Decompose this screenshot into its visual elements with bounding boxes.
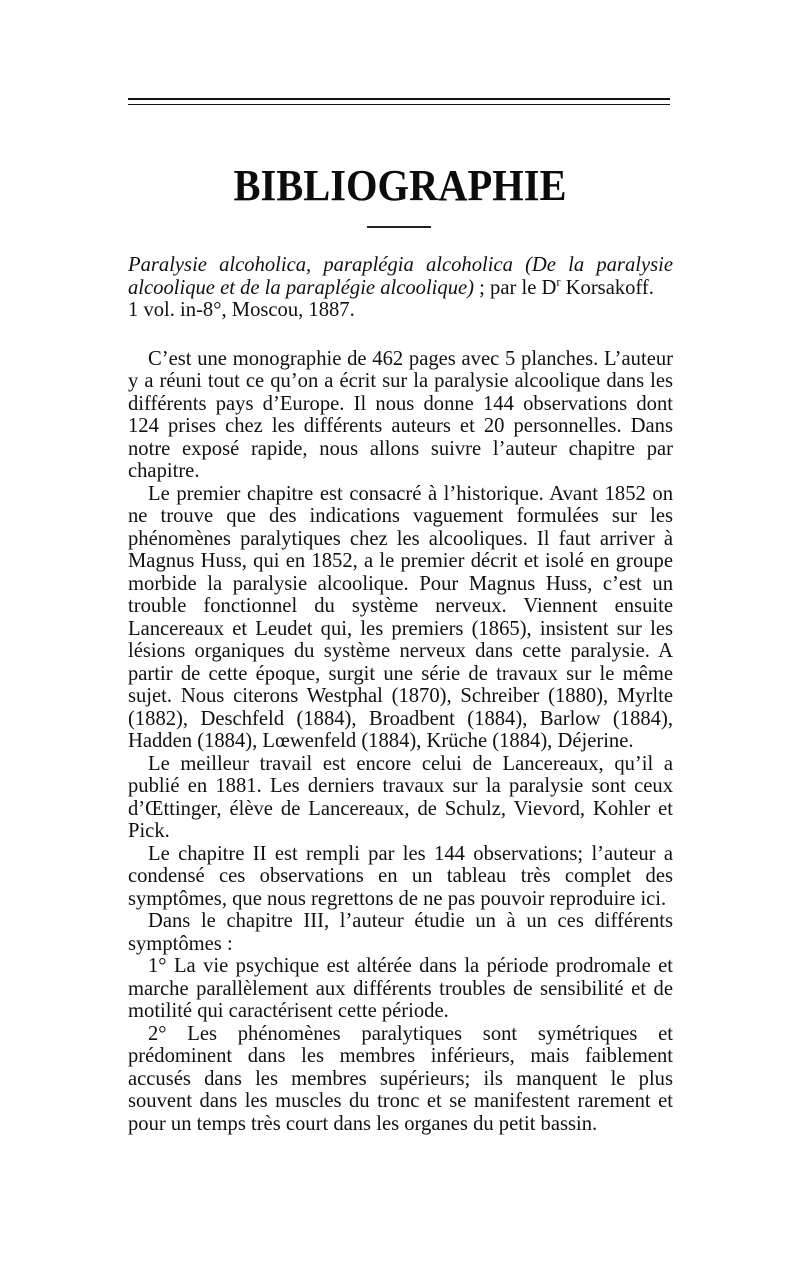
page-title: BIBLIOGRAPHIE <box>233 161 567 210</box>
reference-details: 1 vol. in-8°, Moscou, 1887. <box>128 299 355 321</box>
title-underline <box>367 226 431 228</box>
paragraph-best-work: Le meilleur travail est encore celui de Lancereaux, qu’il a publié en 1881. Les derniers travaux sur la paralysie sont ceux d’Œttinger, élève de Lancereaux, de Schulz, Vievord, Kohler et Pick. <box>128 752 673 842</box>
top-rule-thin <box>128 104 670 105</box>
paragraph-chapter-2: Le chapitre II est rempli par les 144 observations; l’auteur a condensé ces observations en un tableau très complet des symptômes, que nous regrettons de ne pas pouvoir reproduire ici. <box>128 842 673 910</box>
top-rule <box>128 98 670 100</box>
paragraph-chapter-3: Dans le chapitre III, l’auteur étudie un à un ces différents symptômes : <box>128 910 673 955</box>
reference-author-prefix: ; par le D <box>474 276 557 299</box>
paragraph-intro: C’est une monographie de 462 pages avec 5 planches. L’auteur y a réuni tout ce qu’on a écrit sur la paralysie alcoolique dans les différents pays d’Europe. Il nous donne 144 observations dont 124 prises chez les différents auteurs et 20 personnelles. Dans notre exposé rapide, nous allons suivre l’auteur chapitre par chapitre. <box>128 347 673 482</box>
reference-title: Paralysie alcoholica, paraplégia alcoholica (De la paralysie alcoolique et de la paraplégie alcoolique) <box>128 254 673 299</box>
reference-author-sup: r <box>556 274 561 289</box>
paragraph-point-1: 1° La vie psychique est altérée dans la période prodromale et marche parallèlement aux différents troubles de sensibilité et de motilité qui caractérisent cette période. <box>128 955 673 1022</box>
paragraph-point-2: 2° Les phénomènes paralytiques sont symétriques et prédominent dans les membres inférieurs, mais faiblement accusés dans les membres supérieurs; ils manquent le plus souvent dans les muscles du tronc et se manifestent rarement et pour un temps très court dans les organes du petit bassin. <box>128 1022 673 1135</box>
paragraph-history: Le premier chapitre est consacré à l’historique. Avant 1852 on ne trouve que des indications vaguement formulées sur les phénomènes paralytiques chez les alcooliques. Il faut arriver à Magnus Huss, qui en 1852, a le premier décrit et isolé en groupe morbide la paralysie alcoolique. Pour Magnus Huss, c’est un trouble fonctionnel du système nerveux. Viennent ensuite Lancereaux et Leudet qui, les premiers (1865), insistent sur les lésions organiques du système nerveux dans cette paralysie. A partir de cette époque, surgit une série de travaux sur le même sujet. Nous citerons Westphal (1870), Schreiber (1880), Myrlte (1882), Deschfeld (1884), Broadbent (1884), Barlow (1884), Hadden (1884), Lœwenfeld (1884), Krüche (1884), Déjerine. <box>128 482 673 752</box>
reference-author-name: Korsakoff. <box>560 276 654 299</box>
text-column <box>128 254 673 1135</box>
bibliographic-reference <box>128 254 673 322</box>
